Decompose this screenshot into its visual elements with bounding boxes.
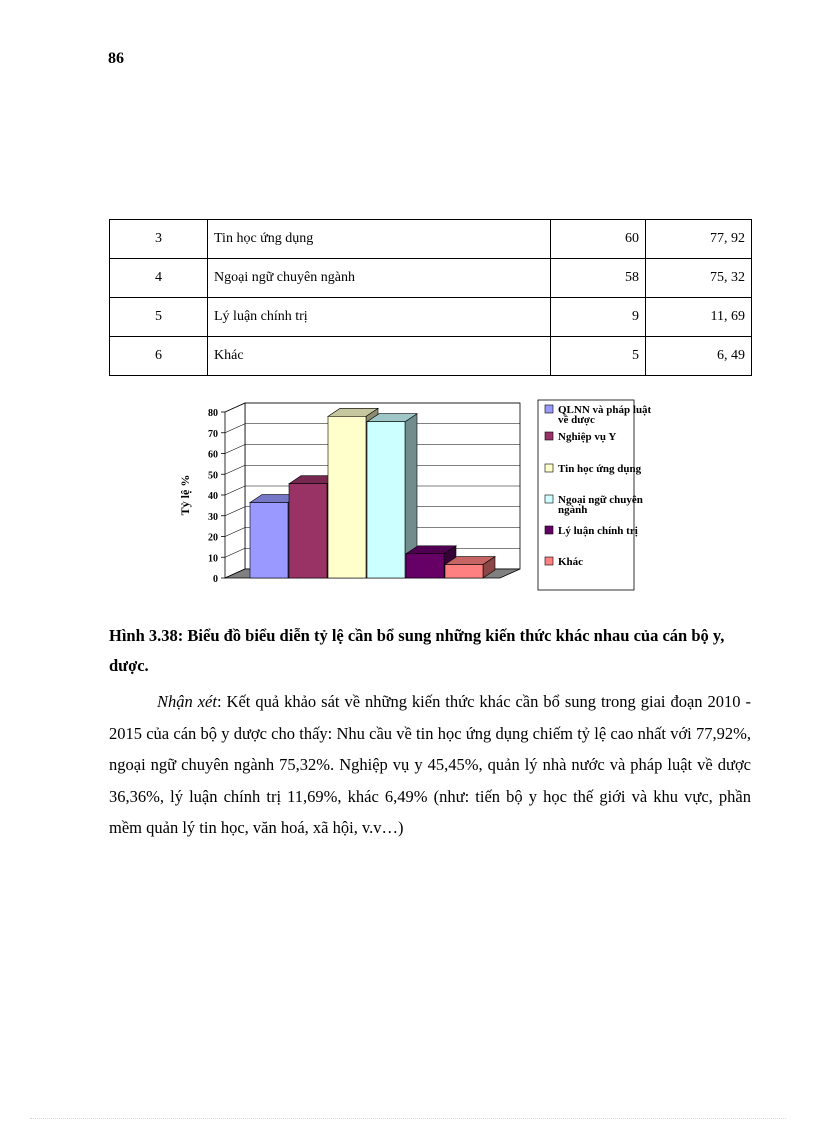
y-tick-label: 0 bbox=[213, 574, 218, 585]
legend-swatch bbox=[545, 495, 553, 503]
row-number: 5 bbox=[110, 298, 208, 337]
table-row bbox=[110, 259, 752, 298]
bar-front bbox=[406, 554, 444, 578]
legend-swatch bbox=[545, 432, 553, 440]
legend-label: về dược bbox=[558, 414, 595, 426]
bar-front bbox=[289, 484, 327, 578]
legend-label: Khác bbox=[558, 556, 584, 568]
bar-front bbox=[445, 565, 483, 578]
legend-label: QLNN và pháp luật bbox=[558, 404, 652, 416]
row-percent: 77, 92 bbox=[646, 220, 752, 259]
legend-label: Nghiệp vụ Y bbox=[558, 431, 617, 443]
row-percent: 75, 32 bbox=[646, 259, 752, 298]
row-name: Lý luận chính trị bbox=[208, 298, 551, 337]
bar-front bbox=[328, 416, 366, 578]
legend-swatch bbox=[545, 526, 553, 534]
row-percent: 6, 49 bbox=[646, 337, 752, 376]
bar-front bbox=[367, 422, 405, 578]
table-row bbox=[110, 220, 752, 259]
y-tick-label: 20 bbox=[208, 532, 218, 544]
row-count: 60 bbox=[551, 220, 646, 259]
y-tick-label: 70 bbox=[208, 428, 218, 440]
bar-chart bbox=[175, 398, 652, 594]
figure-caption bbox=[109, 621, 754, 681]
row-count: 5 bbox=[551, 337, 646, 376]
y-tick-label: 60 bbox=[208, 449, 218, 461]
legend-swatch bbox=[545, 557, 553, 565]
remark-text: : Kết quả khảo sát về những kiến thức khác cần bổ sung trong giai đoạn 2010 - 2015 của cán bộ y dược cho thấy: Nhu cầu về tin học ứng dụng chiếm tỷ lệ cao nhất với 77,92%, ngoại ngữ chuyên ngành 75,32%. Nghiệp vụ y 45,45%, quản lý nhà nước và pháp luật về dược 36,36%, lý luận chính trị 11,69%, khác 6,49% (như: tiến bộ y học thế giới và khu vực, phần mềm quản lý tin học, văn hoá, xã hội, v.v…) bbox=[109, 692, 751, 837]
page-footer-divider bbox=[30, 1118, 786, 1119]
caption-label: Hình 3.38: bbox=[109, 626, 184, 645]
y-tick-label: 30 bbox=[208, 511, 218, 523]
row-number: 4 bbox=[110, 259, 208, 298]
legend-swatch bbox=[545, 405, 553, 413]
row-name: Khác bbox=[208, 337, 551, 376]
row-count: 58 bbox=[551, 259, 646, 298]
row-count: 9 bbox=[551, 298, 646, 337]
bar-front bbox=[250, 503, 288, 578]
legend-label: Ngoại ngữ chuyên bbox=[558, 494, 643, 506]
row-percent: 11, 69 bbox=[646, 298, 752, 337]
legend-swatch bbox=[545, 464, 553, 472]
y-tick-label: 40 bbox=[208, 491, 218, 502]
y-tick-label: 10 bbox=[208, 553, 218, 565]
row-name: Ngoại ngữ chuyên ngành bbox=[208, 259, 551, 298]
remark-label: Nhận xét bbox=[157, 692, 217, 711]
y-axis-label: Tỷ lệ % bbox=[178, 474, 192, 516]
knowledge-table bbox=[109, 219, 752, 376]
table-row bbox=[110, 337, 752, 376]
legend-label: Tin học ứng dụng bbox=[558, 463, 642, 475]
table-row bbox=[110, 298, 752, 337]
legend-label: Lý luận chính trị bbox=[558, 525, 638, 537]
row-name: Tin học ứng dụng bbox=[208, 220, 551, 259]
row-number: 6 bbox=[110, 337, 208, 376]
row-number: 3 bbox=[110, 220, 208, 259]
bar bbox=[445, 557, 495, 578]
page-number: 86 bbox=[108, 50, 124, 67]
y-tick-label: 50 bbox=[208, 470, 218, 482]
y-tick-label: 80 bbox=[208, 408, 218, 419]
caption-text: Biểu đồ biểu diễn tỷ lệ cần bổ sung những kiến thức khác nhau của cán bộ y, dược. bbox=[109, 626, 725, 675]
remark-paragraph bbox=[109, 686, 751, 844]
legend-label: ngành bbox=[558, 504, 588, 516]
